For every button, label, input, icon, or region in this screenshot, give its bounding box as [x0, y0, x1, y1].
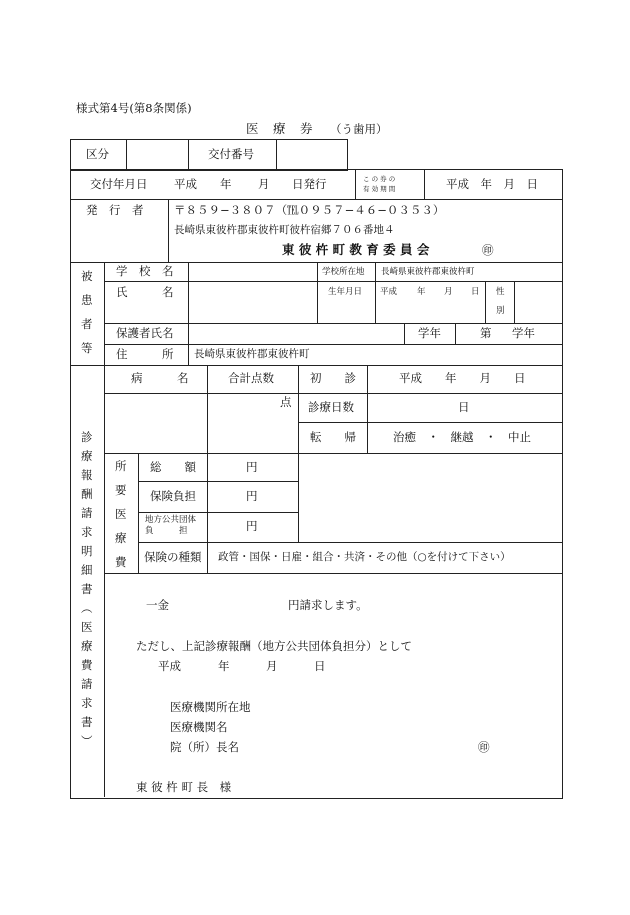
disease-label: 病 名 [131, 371, 189, 385]
school-name-field[interactable] [190, 264, 315, 280]
day-unit: 日 [458, 400, 470, 414]
days-label: 診療日数 [308, 400, 354, 414]
ikkin-label: 一金 [146, 598, 169, 612]
patient-group-3: 者 [81, 317, 93, 331]
form-number: 様式第4号(第8条関係) [76, 101, 192, 115]
cost-group-4: 療 [115, 531, 127, 545]
insurance-type-options: 政管・国保・日雇・組合・共済・その他（○を付けて下さい） [218, 551, 511, 563]
insurance-label: 保険負担 [150, 489, 196, 503]
kubun-field[interactable] [128, 141, 186, 167]
guardian-field[interactable] [190, 325, 402, 342]
director-seal: ㊞ [478, 740, 490, 754]
issuer-label: 発 行 者 [86, 203, 144, 217]
page-subtitle: （う歯用） [330, 122, 388, 136]
student-name-field[interactable] [190, 283, 315, 321]
cost-group-5: 費 [115, 555, 127, 569]
local-label-1: 地方公共団体 [145, 515, 197, 525]
points-unit: 点 [280, 395, 292, 409]
kubun-label: 区分 [86, 147, 109, 161]
facility-address-label: 医療機関所在地 [170, 700, 251, 714]
amount-suffix: 円請求します。 [288, 598, 368, 612]
sex-label-top: 性 [496, 287, 505, 297]
claim-group-2: 療 [81, 449, 93, 463]
sex-label-bottom: 別 [496, 306, 505, 316]
cost-group-3: 医 [115, 507, 127, 521]
kofu-year: 年 [220, 177, 232, 191]
local-label-2: 負 担 [145, 526, 188, 536]
address-label: 住 所 [116, 347, 174, 361]
director-label: 院（所）長名 [170, 740, 239, 754]
claim-group-8: 細 [81, 563, 93, 577]
school-location-label: 学校所在地 [322, 267, 365, 277]
kofu-day-issue: 日発行 [292, 177, 327, 191]
total-yen: 円 [246, 460, 258, 474]
kofu-bango-field[interactable] [278, 141, 344, 167]
local-yen: 円 [246, 519, 258, 533]
claim-group-1: 診 [81, 430, 93, 444]
addressee: 東 彼 杵 町 長 様 [136, 780, 232, 794]
claim-group-5: 請 [81, 506, 93, 520]
claim-group-10: ︵ [81, 601, 93, 615]
claim-group-6: 求 [81, 525, 93, 539]
issuer-name: 東 彼 杵 町 教 育 委 員 会 [282, 242, 430, 257]
proviso-text: ただし、上記診療報酬（地方公共団体負担分）として [136, 639, 412, 653]
grade-no: 第 [480, 326, 492, 340]
disease-field[interactable] [106, 395, 205, 451]
claim-group-9: 書 [81, 582, 93, 596]
kofu-month: 月 [258, 177, 270, 191]
kofu-heisei: 平成 [174, 177, 197, 191]
claim-group-16: 書 [81, 715, 93, 729]
total-label: 総 額 [150, 460, 196, 474]
request-day: 日 [314, 659, 326, 673]
address-value: 長崎県東彼杵郡東彼杵町 [194, 348, 310, 360]
claim-group-12: 療 [81, 639, 93, 653]
claim-group-11: 医 [81, 620, 93, 634]
birth-day: 日 [471, 287, 480, 297]
amount-field[interactable] [175, 596, 285, 614]
claim-group-3: 報 [81, 468, 93, 482]
school-location-value: 長崎県東彼杵郡東彼杵町 [381, 267, 475, 277]
first-visit-date: 平成 年 月 日 [399, 371, 526, 385]
patient-group-2: 患 [81, 293, 93, 307]
page-title: 医 療 券 [246, 121, 314, 136]
claim-group-15: 求 [81, 696, 93, 710]
total-points-label: 合計点数 [228, 371, 274, 385]
facility-name-label: 医療機関名 [170, 720, 228, 734]
claim-group-4: 酬 [81, 487, 93, 501]
cost-group-2: 要 [115, 483, 127, 497]
validity-label-bottom: 有 効 期 間 [363, 185, 396, 193]
request-month: 月 [266, 659, 278, 673]
first-visit-label: 初 診 [310, 371, 356, 385]
grade-suffix: 学年 [512, 326, 535, 340]
claim-group-17: ︶ [81, 734, 93, 748]
issuer-address: 長崎県東彼杵郡東彼杵町彼杵宿郷７０６番地４ [174, 224, 395, 236]
claim-group-14: 請 [81, 677, 93, 691]
insurance-yen: 円 [246, 489, 258, 503]
kofu-date-label: 交付年月日 [90, 177, 148, 191]
kofu-bango-label: 交付番号 [208, 147, 254, 161]
issuer-seal: ㊞ [482, 243, 494, 257]
insurance-type-label: 保険の種類 [144, 550, 202, 564]
claim-group-7: 明 [81, 544, 93, 558]
request-heisei: 平成 [158, 659, 181, 673]
birth-heisei: 平成 [380, 287, 398, 297]
birth-month: 月 [444, 287, 453, 297]
grade-label: 学年 [418, 326, 441, 340]
cost-group-1: 所 [115, 459, 127, 473]
guardian-label: 保護者氏名 [116, 326, 174, 340]
school-name-label: 学 校 名 [116, 264, 174, 278]
validity-date: 平成 年 月 日 [446, 177, 538, 191]
student-name-label: 氏 名 [116, 285, 174, 299]
sex-field[interactable] [516, 283, 560, 321]
outcome-options: 治癒 ・ 継越 ・ 中止 [393, 430, 531, 444]
birth-year: 年 [417, 287, 426, 297]
patient-group-4: 等 [81, 341, 93, 355]
claim-group-13: 費 [81, 658, 93, 672]
outcome-label: 転 帰 [310, 430, 356, 444]
request-year: 年 [218, 659, 230, 673]
issuer-postal: 〒８５９−３８０７（℡０９５７−４６−０３５３） [174, 203, 445, 217]
patient-group-1: 被 [81, 269, 93, 283]
birthdate-label: 生年月日 [328, 287, 363, 297]
validity-label-top: こ の 券 の [363, 175, 396, 183]
